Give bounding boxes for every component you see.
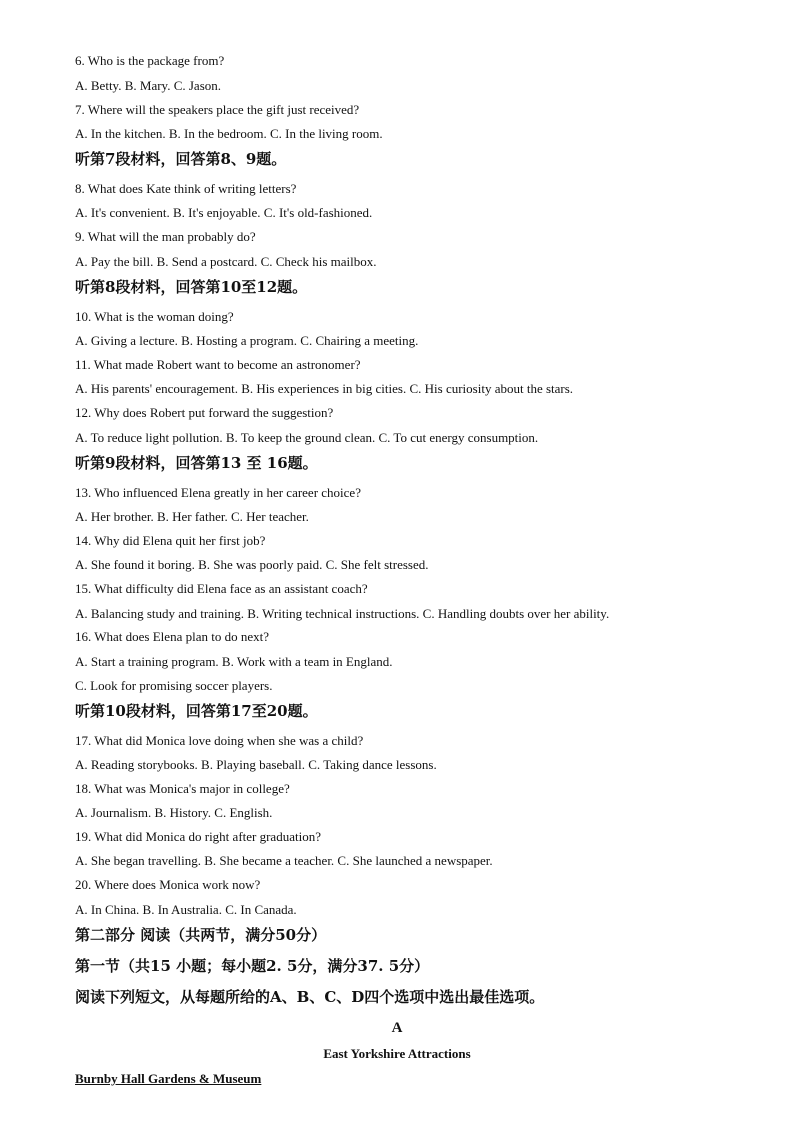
- question-9-options: A. Pay the bill. B. Send a postcard. C. Check his mailbox.: [75, 254, 377, 269]
- question-17-options: A. Reading storybooks. B. Playing baseball. C. Taking dance lessons.: [75, 757, 437, 772]
- question-18-options: A. Journalism. B. History. C. English.: [75, 805, 273, 820]
- question-6-options: A. Betty. B. Mary. C. Jason.: [75, 78, 222, 93]
- reading-section-heading: 第一节（共15 小题；每小题2. 5分，满分37. 5分）: [75, 957, 430, 975]
- question-16-options-line-1: A. Start a training program. B. Work with a team in England.: [75, 654, 393, 669]
- section-10-heading: 听第10段材料，回答第17至20题。: [75, 702, 318, 720]
- question-20-options: A. In China. B. In Australia. C. In Canada.: [75, 902, 297, 917]
- question-10-options: A. Giving a lecture. B. Hosting a program. C. Chairing a meeting.: [75, 333, 419, 348]
- reading-part-heading: 第二部分 阅读（共两节，满分50分）: [75, 926, 327, 944]
- passage-letter: A: [391, 1020, 403, 1036]
- question-17: 17. What did Monica love doing when she was a child?: [75, 733, 364, 748]
- section-9-heading: 听第9段材料，回答第13 至 16题。: [75, 454, 318, 472]
- question-15: 15. What difficulty did Elena face as an assistant coach?: [75, 581, 368, 596]
- question-11-options: A. His parents' encouragement. B. His experiences in big cities. C. His curiosity about the stars.: [75, 381, 574, 396]
- question-16-options-line-2: C. Look for promising soccer players.: [75, 678, 273, 693]
- question-18: 18. What was Monica's major in college?: [75, 781, 290, 796]
- question-7: 7. Where will the speakers place the gift just received?: [75, 102, 360, 117]
- question-15-options: A. Balancing study and training. B. Writing technical instructions. C. Handling doubts over her ability.: [75, 606, 610, 621]
- question-16: 16. What does Elena plan to do next?: [75, 629, 269, 644]
- question-7-options: A. In the kitchen. B. In the bedroom. C. In the living room.: [75, 126, 383, 141]
- section-7-heading: 听第7段材料，回答第8、9题。: [75, 150, 287, 168]
- question-6: 6. Who is the package from?: [75, 53, 225, 68]
- question-10: 10. What is the woman doing?: [75, 309, 234, 324]
- question-8-options: A. It's convenient. B. It's enjoyable. C. It's old-fashioned.: [75, 205, 373, 220]
- question-14-options: A. She found it boring. B. She was poorly paid. C. She felt stressed.: [75, 557, 429, 572]
- reading-instructions: 阅读下列短文，从每题所给的A、B、C、D四个选项中选出最佳选项。: [75, 988, 545, 1006]
- question-12: 12. Why does Robert put forward the suggestion?: [75, 405, 334, 420]
- question-14: 14. Why did Elena quit her first job?: [75, 533, 266, 548]
- question-19-options: A. She began travelling. B. She became a teacher. C. She launched a newspaper.: [75, 853, 493, 868]
- question-11: 11. What made Robert want to become an astronomer?: [75, 357, 361, 372]
- section-8-heading: 听第8段材料，回答第10至12题。: [75, 278, 308, 296]
- question-8: 8. What does Kate think of writing letters?: [75, 181, 297, 196]
- passage-title: East Yorkshire Attractions: [323, 1046, 471, 1061]
- question-19: 19. What did Monica do right after graduation?: [75, 829, 321, 844]
- attraction-subtitle: Burnby Hall Gardens & Museum: [75, 1071, 262, 1086]
- question-13-options: A. Her brother. B. Her father. C. Her teacher.: [75, 509, 309, 524]
- question-20: 20. Where does Monica work now?: [75, 877, 261, 892]
- question-13: 13. Who influenced Elena greatly in her career choice?: [75, 485, 361, 500]
- question-9: 9. What will the man probably do?: [75, 229, 256, 244]
- question-12-options: A. To reduce light pollution. B. To keep the ground clean. C. To cut energy consumption.: [75, 430, 539, 445]
